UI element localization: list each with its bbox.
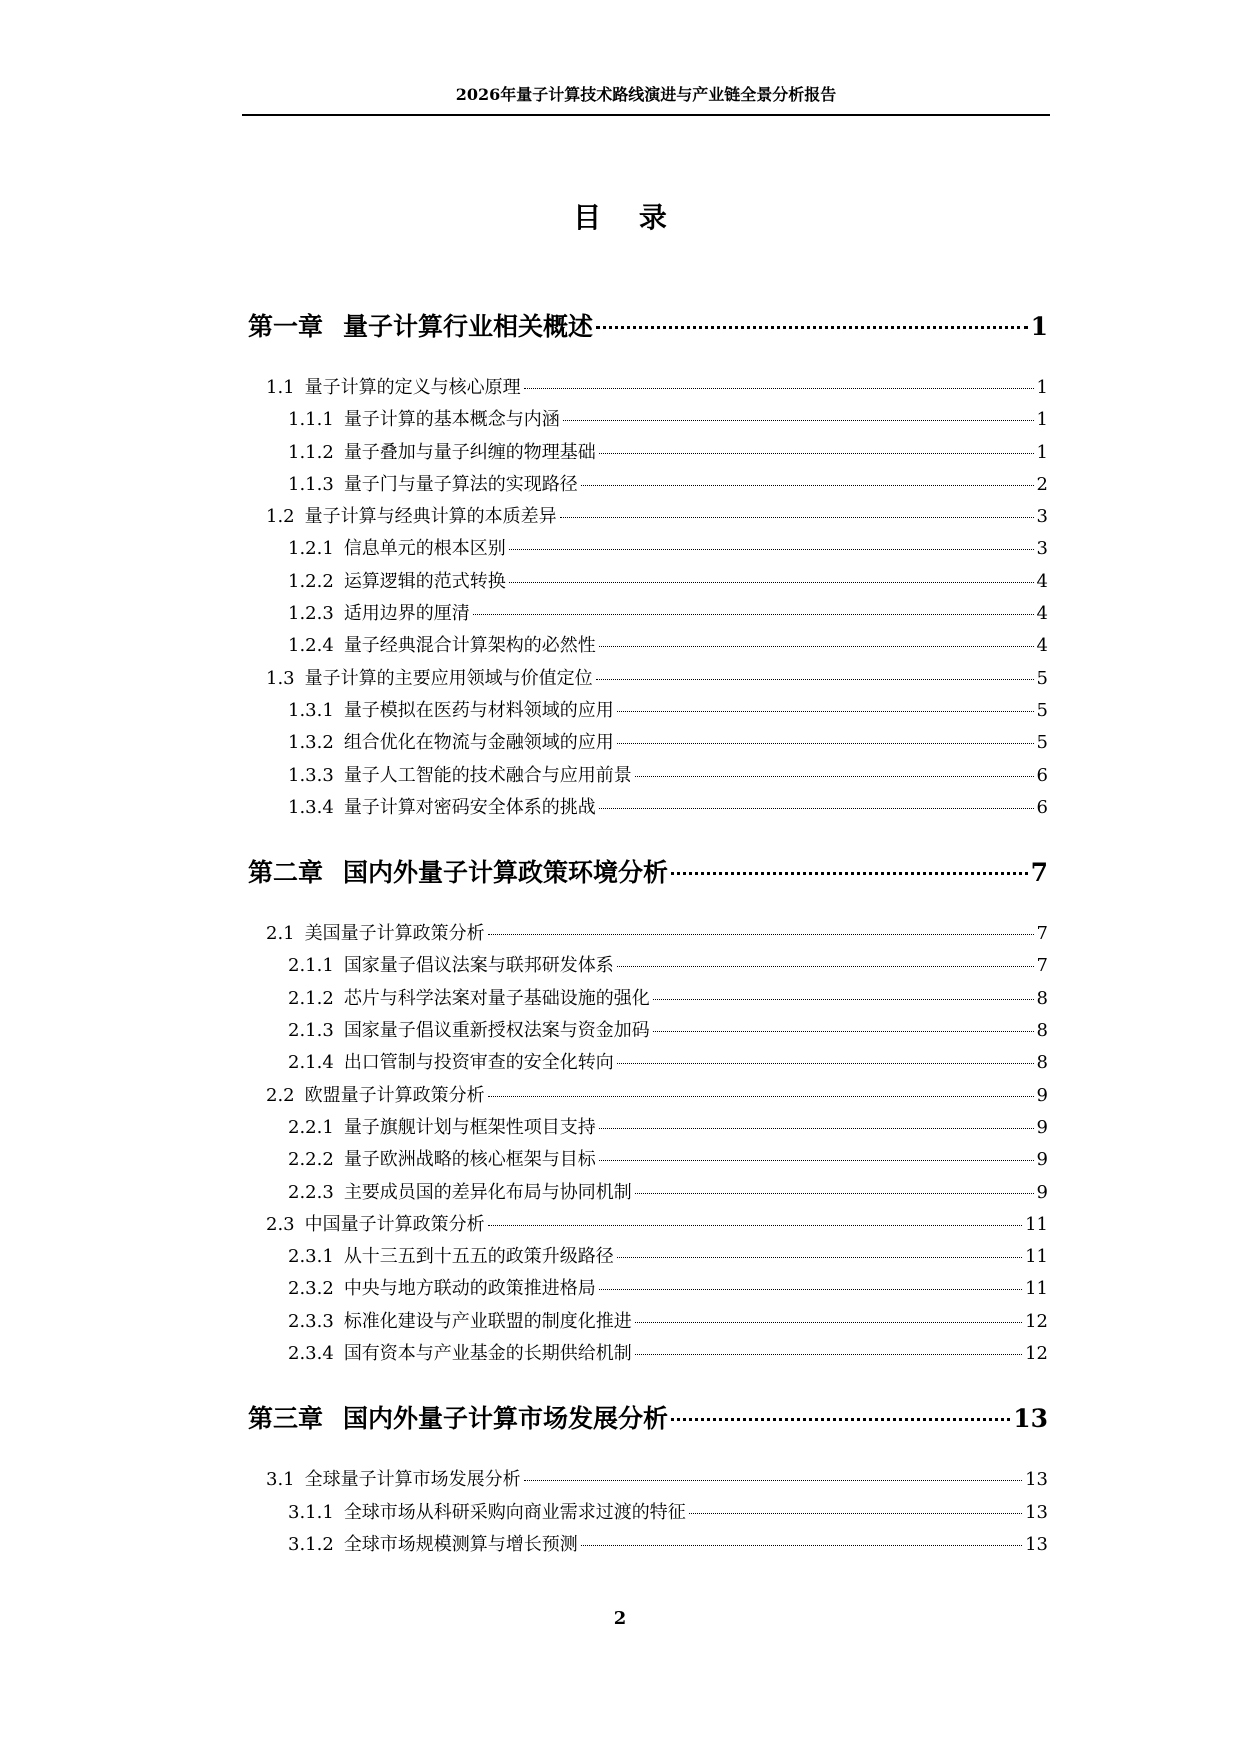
toc-subsection-number: 1.2.1 [288, 538, 334, 560]
toc-subsection[interactable] [248, 1241, 1048, 1273]
toc-subsection-page: 13 [1025, 1533, 1048, 1555]
toc-section-title: 全球量子计算市场发展分析 [304, 1469, 521, 1491]
toc-subsection[interactable] [248, 983, 1048, 1015]
toc-subsection-page: 6 [1036, 764, 1048, 786]
toc-subsection-page: 9 [1036, 1181, 1048, 1203]
toc-subsection-number: 1.2.4 [288, 635, 334, 657]
toc-section-page: 13 [1025, 1469, 1048, 1491]
toc-subsection-page: 8 [1036, 1020, 1048, 1042]
toc-subsection-page: 12 [1025, 1310, 1048, 1332]
toc-subsection-title: 国有资本与产业基金的长期供给机制 [343, 1343, 632, 1365]
toc-subsection-title: 芯片与科学法案对量子基础设施的强化 [343, 987, 650, 1009]
toc-subsection[interactable] [248, 1177, 1048, 1209]
toc-subsection-page: 1 [1036, 441, 1048, 463]
toc-subsection-title: 量子旗舰计划与框架性项目支持 [343, 1116, 596, 1138]
dot-leader [599, 1160, 1034, 1161]
toc-subsection[interactable] [248, 404, 1048, 436]
dot-leader [599, 453, 1034, 454]
toc-section[interactable] [248, 918, 1048, 950]
toc-subsection-title: 量子门与量子算法的实现路径 [343, 473, 578, 495]
toc-subsection[interactable] [248, 1529, 1048, 1561]
toc-subsection-title: 量子计算的基本概念与内涵 [343, 409, 560, 431]
toc-section-title: 欧盟量子计算政策分析 [304, 1084, 485, 1106]
toc-subsection[interactable] [248, 598, 1048, 630]
chapter-spacer [248, 1370, 1048, 1400]
dot-leader [635, 776, 1034, 777]
toc-chapter-page: 1 [1030, 312, 1048, 341]
dot-leader [617, 1063, 1034, 1064]
toc-chapter-title: 量子计算行业相关概述 [343, 312, 594, 341]
dot-leader [635, 1193, 1034, 1194]
toc-section-page: 1 [1036, 377, 1048, 398]
toc-subsection[interactable] [248, 533, 1048, 565]
toc-subsection-title: 量子叠加与量子纠缠的物理基础 [343, 441, 596, 463]
toc-subsection-number: 2.2.1 [288, 1116, 334, 1138]
toc-section[interactable] [248, 1464, 1048, 1496]
toc-subsection-number: 3.1.2 [288, 1533, 334, 1555]
toc-subsection-number: 2.3.2 [288, 1278, 334, 1300]
toc-subsection[interactable] [248, 1015, 1048, 1047]
toc-subsection-number: 1.3.2 [288, 732, 334, 754]
toc-subsection-page: 5 [1036, 699, 1048, 721]
toc-subsection-title: 中央与地方联动的政策推进格局 [343, 1278, 596, 1300]
toc-subsection[interactable] [248, 727, 1048, 759]
toc-subsection-number: 2.1.1 [288, 955, 334, 977]
toc-subsection-title: 量子计算对密码安全体系的挑战 [343, 796, 596, 818]
toc-subsection-title: 适用边界的厘清 [343, 603, 470, 625]
toc-subsection-number: 1.2.2 [288, 570, 334, 592]
toc-subsection-title: 从十三五到十五五的政策升级路径 [343, 1246, 614, 1268]
dot-leader [581, 1545, 1022, 1546]
toc-subsection-page: 8 [1036, 1052, 1048, 1074]
dot-leader [599, 646, 1034, 647]
dot-leader [617, 711, 1034, 712]
toc-subsection-number: 1.1.2 [288, 441, 334, 463]
toc-section[interactable] [248, 1209, 1048, 1241]
toc-chapter-page: 7 [1030, 858, 1048, 888]
dot-leader [689, 1513, 1022, 1514]
toc-subsection-number: 2.3.1 [288, 1246, 334, 1268]
toc-subsection-title: 量子模拟在医药与材料领域的应用 [343, 699, 614, 721]
toc-subsection[interactable] [248, 1144, 1048, 1176]
dot-leader [635, 1354, 1022, 1355]
dot-leader [671, 872, 1028, 875]
toc-subsection[interactable] [248, 630, 1048, 662]
toc-subsection-page: 1 [1036, 409, 1048, 431]
dot-leader [473, 614, 1034, 615]
dot-leader [596, 326, 1028, 329]
toc-subsection[interactable] [248, 1273, 1048, 1305]
toc-subsection-page: 9 [1036, 1149, 1048, 1171]
toc-subsection-page: 4 [1036, 603, 1048, 625]
dot-leader [599, 808, 1034, 809]
toc-subsection-title: 全球市场从科研采购向商业需求过渡的特征 [343, 1501, 686, 1523]
toc-subsection-number: 1.1.1 [288, 409, 334, 431]
toc-section-page: 3 [1036, 506, 1048, 528]
toc-chapter-title: 国内外量子计算市场发展分析 [343, 1404, 669, 1434]
toc-chapter-page: 13 [1013, 1404, 1048, 1434]
toc-section-page: 5 [1036, 667, 1048, 689]
toc-subsection-page: 7 [1036, 955, 1048, 977]
toc-subsection-page: 5 [1036, 732, 1048, 754]
toc-subsection[interactable] [248, 792, 1048, 824]
dot-leader [671, 1418, 1010, 1421]
toc-subsection[interactable] [248, 1047, 1048, 1079]
toc-subsection-page: 8 [1036, 987, 1048, 1009]
toc-subsection-number: 2.1.3 [288, 1020, 334, 1042]
toc-chapter-number: 第三章 [248, 1404, 324, 1434]
toc-subsection[interactable] [248, 1338, 1048, 1370]
toc-subsection-title: 主要成员国的差异化布局与协同机制 [343, 1181, 632, 1203]
chapter-spacer [248, 824, 1048, 854]
toc-section-title: 中国量子计算政策分析 [304, 1213, 485, 1235]
dot-leader [560, 517, 1034, 518]
toc-subsection-title: 量子人工智能的技术融合与应用前景 [343, 764, 632, 786]
dot-leader [581, 485, 1034, 486]
toc-subsection-page: 13 [1025, 1501, 1048, 1523]
dot-leader [488, 934, 1034, 935]
toc-section-number: 1.3 [266, 667, 295, 689]
toc-subsection-number: 1.2.3 [288, 603, 334, 625]
toc-subsection-page: 9 [1036, 1116, 1048, 1138]
toc-subsection-number: 1.3.1 [288, 699, 334, 721]
dot-leader [509, 549, 1034, 550]
toc-section-number: 3.1 [266, 1469, 295, 1491]
toc-section-title: 量子计算的定义与核心原理 [304, 377, 521, 398]
dot-leader [488, 1225, 1022, 1226]
toc-section-title: 美国量子计算政策分析 [304, 923, 485, 945]
toc-section-page: 9 [1036, 1084, 1048, 1106]
toc-subsection-title: 国家量子倡议重新授权法案与资金加码 [343, 1020, 650, 1042]
dot-leader [509, 582, 1034, 583]
toc-subsection-title: 国家量子倡议法案与联邦研发体系 [343, 955, 614, 977]
toc-chapter[interactable] [248, 854, 1048, 892]
toc-subsection-title: 运算逻辑的范式转换 [343, 570, 506, 592]
running-header [242, 84, 1050, 116]
toc-subsection-number: 2.2.2 [288, 1149, 334, 1171]
toc-section-title: 量子计算与经典计算的本质差异 [304, 506, 557, 528]
toc-chapter-title: 国内外量子计算政策环境分析 [343, 858, 669, 888]
toc-subsection[interactable] [248, 950, 1048, 982]
toc-subsection[interactable] [248, 437, 1048, 469]
toc-heading: 目 录 [573, 201, 681, 234]
page-number: 2 [613, 1608, 627, 1629]
toc-subsection-page: 11 [1025, 1246, 1048, 1268]
toc-chapter-number: 第一章 [248, 312, 324, 341]
toc-subsection-number: 1.3.4 [288, 796, 334, 818]
toc-subsection-page: 2 [1036, 473, 1048, 495]
toc-section-number: 2.2 [266, 1084, 295, 1106]
dot-leader [599, 1289, 1022, 1290]
toc-subsection-number: 2.3.4 [288, 1343, 334, 1365]
toc-section-title: 量子计算的主要应用领域与价值定位 [304, 667, 593, 689]
toc-subsection[interactable] [248, 566, 1048, 598]
toc-subsection[interactable] [248, 1306, 1048, 1338]
toc-section-number: 1.1 [266, 377, 295, 398]
toc-subsection-number: 1.1.3 [288, 473, 334, 495]
toc-chapter[interactable] [248, 308, 1048, 346]
toc-subsection-page: 12 [1025, 1343, 1048, 1365]
toc-subsection[interactable] [248, 1112, 1048, 1144]
toc-section-page: 7 [1036, 923, 1048, 945]
toc-subsection-number: 2.1.4 [288, 1052, 334, 1074]
dot-leader [635, 1322, 1022, 1323]
toc-subsection-title: 出口管制与投资审查的安全化转向 [343, 1052, 614, 1074]
toc-subsection-title: 组合优化在物流与金融领域的应用 [343, 732, 614, 754]
dot-leader [617, 966, 1034, 967]
toc-subsection-title: 全球市场规模测算与增长预测 [343, 1533, 578, 1555]
toc-section[interactable] [248, 1080, 1048, 1112]
toc-chapter-number: 第二章 [248, 858, 324, 888]
toc-subsection[interactable] [248, 760, 1048, 792]
toc-chapter[interactable] [248, 1400, 1048, 1438]
dot-leader [599, 1128, 1034, 1129]
toc-section-number: 2.3 [266, 1213, 295, 1235]
toc-subsection[interactable] [248, 695, 1048, 727]
toc-section-number: 1.2 [266, 506, 295, 528]
toc-subsection-page: 11 [1025, 1278, 1048, 1300]
report-title: 2026年量子计算技术路线演进与产业链全景分析报告 [455, 85, 837, 104]
dot-leader [596, 679, 1034, 680]
toc-subsection-number: 2.3.3 [288, 1310, 334, 1332]
toc-subsection-page: 3 [1036, 538, 1048, 560]
dot-leader [563, 420, 1034, 421]
dot-leader [617, 1257, 1022, 1258]
toc-subsection[interactable] [248, 1497, 1048, 1529]
toc-subsection-number: 1.3.3 [288, 764, 334, 786]
dot-leader [524, 1480, 1022, 1481]
toc-section[interactable] [248, 501, 1048, 533]
dot-leader [617, 743, 1034, 744]
toc-subsection-title: 量子欧洲战略的核心框架与目标 [343, 1149, 596, 1171]
toc-section[interactable] [248, 663, 1048, 695]
toc-subsection[interactable] [248, 469, 1048, 501]
toc-subsection-page: 4 [1036, 570, 1048, 592]
toc-subsection-number: 3.1.1 [288, 1501, 334, 1523]
toc-section[interactable] [248, 372, 1048, 404]
toc-subsection-title: 量子经典混合计算架构的必然性 [343, 635, 596, 657]
dot-leader [653, 1031, 1034, 1032]
dot-leader [524, 388, 1034, 389]
toc-subsection-title: 标准化建设与产业联盟的制度化推进 [343, 1310, 632, 1332]
toc-subsection-number: 2.2.3 [288, 1181, 334, 1203]
toc-subsection-page: 4 [1036, 635, 1048, 657]
toc-section-page: 11 [1025, 1213, 1048, 1235]
toc-subsection-number: 2.1.2 [288, 987, 334, 1009]
toc-section-number: 2.1 [266, 923, 295, 945]
dot-leader [488, 1096, 1034, 1097]
dot-leader [653, 999, 1034, 1000]
toc-subsection-page: 6 [1036, 796, 1048, 818]
table-of-contents [248, 308, 1048, 1561]
toc-subsection-title: 信息单元的根本区别 [343, 538, 506, 560]
